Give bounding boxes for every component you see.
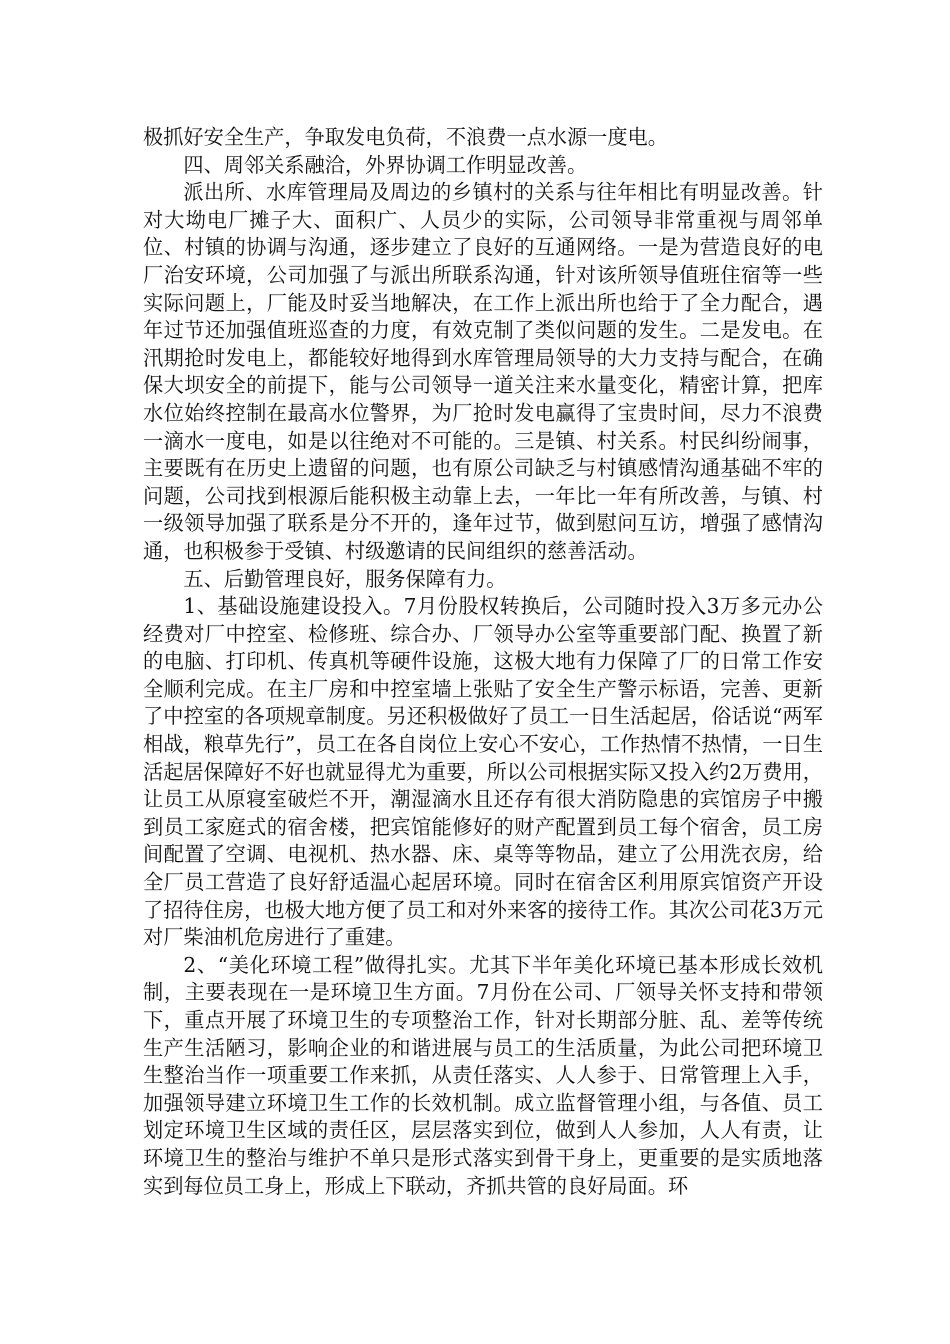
section-heading-5: 五、后勤管理良好，服务保障有力。 [183,566,507,591]
document-body [143,124,823,1200]
section-heading-4: 四、周邻关系融洽，外界协调工作明显改善。 [183,152,588,177]
paragraph-infrastructure: 1、基础设施建设投入。7月份股权转换后，公司随时投入3万多元办公经费对厂中控室、检修班、综合办、厂领导办公室等重要部门配、换置了新的电脑、打印机、传真机等硬件设施，这极大地有力保障了厂的日常工作安全顺利完成。在主厂房和中控室墙上张贴了安全生产警示标语，完善、更新了中控室的各项规章制度。另还积极做好了员工一日生活起居，俗话说“两军相战，粮草先行”，员工在各自岗位上安心不安心，工作热情不热情，一日生活起居保障好不好也就显得尤为重要，所以公司根据实际又投入约2万费用，让员工从原寝室破烂不开，潮湿滴水且还存有很大消防隐患的宾馆房子中搬到员工家庭式的宿舍楼，把宾馆能修好的财产配置到员工每个宿舍，员工房间配置了空调、电视机、热水器、床、桌等等物品，建立了公用洗衣房，给全厂员工营造了良好舒适温心起居环境。同时在宿舍区利用原宾馆资产开设了招待住房，也极大地方便了员工和对外来客的接待工作。其次公司花3万元对厂柴油机危房进行了重建。 [143,594,823,950]
paragraph-continuation: 极抓好安全生产，争取发电负荷，不浪费一点水源一度电。 [143,125,668,149]
paragraph-environment: 2、“美化环境工程”做得扎实。尤其下半年美化环境已基本形成长效机制，主要表现在一是环境卫生方面。7月份在公司、厂领导关怀支持和带领下，重点开展了环境卫生的专项整治工作，针对长期部分脏、乱、差等传统生产生活陋习，影响企业的和谐进展与员工的生活质量，为此公司把环境卫生整治当作一项重要工作来抓，从责任落实、人人参于、日常管理上入手，加强领导建立环境卫生工作的长效机制。成立监督管理小组，与各值、员工划定环境卫生区域的责任区，层层落实到位，做到人人参加，人人有责，让环境卫生的整治与维护不单只是形式落实到骨干身上，更重要的是实质地落实到每位员工身上，形成上下联动，齐抓共管的良好局面。环 [143,952,823,1198]
paragraph-neighbor-relations: 派出所、水库管理局及周边的乡镇村的关系与往年相比有明显改善。针对大坳电厂摊子大、面积广、人员少的实际，公司领导非常重视与周邻单位、村镇的协调与沟通，逐步建立了良好的互通网络。一是为营造良好的电厂治安环境，公司加强了与派出所联系沟通，针对该所领导值班住宿等一些实际问题上，厂能及时妥当地解决，在工作上派出所也给于了全力配合，遇年过节还加强值班巡查的力度，有效克制了类似问题的发生。二是发电。在汛期抢时发电上，都能较好地得到水库管理局领导的大力支持与配合，在确保大坝安全的前提下，能与公司领导一道关注来水量变化，精密计算，把库水位始终控制在最高水位警界，为厂抢时发电赢得了宝贵时间，尽力不浪费一滴水一度电，如是以往绝对不可能的。三是镇、村关系。村民纠纷闹事，主要既有在历史上遗留的问题，也有原公司缺乏与村镇感情沟通基础不牢的问题，公司找到根源后能积极主动靠上去，一年比一年有所改善，与镇、村一级领导加强了联系是分不开的，逢年过节，做到慰问互访，增强了感情沟通，也积极参于受镇、村级邀请的民间组织的慈善活动。 [143,180,823,563]
